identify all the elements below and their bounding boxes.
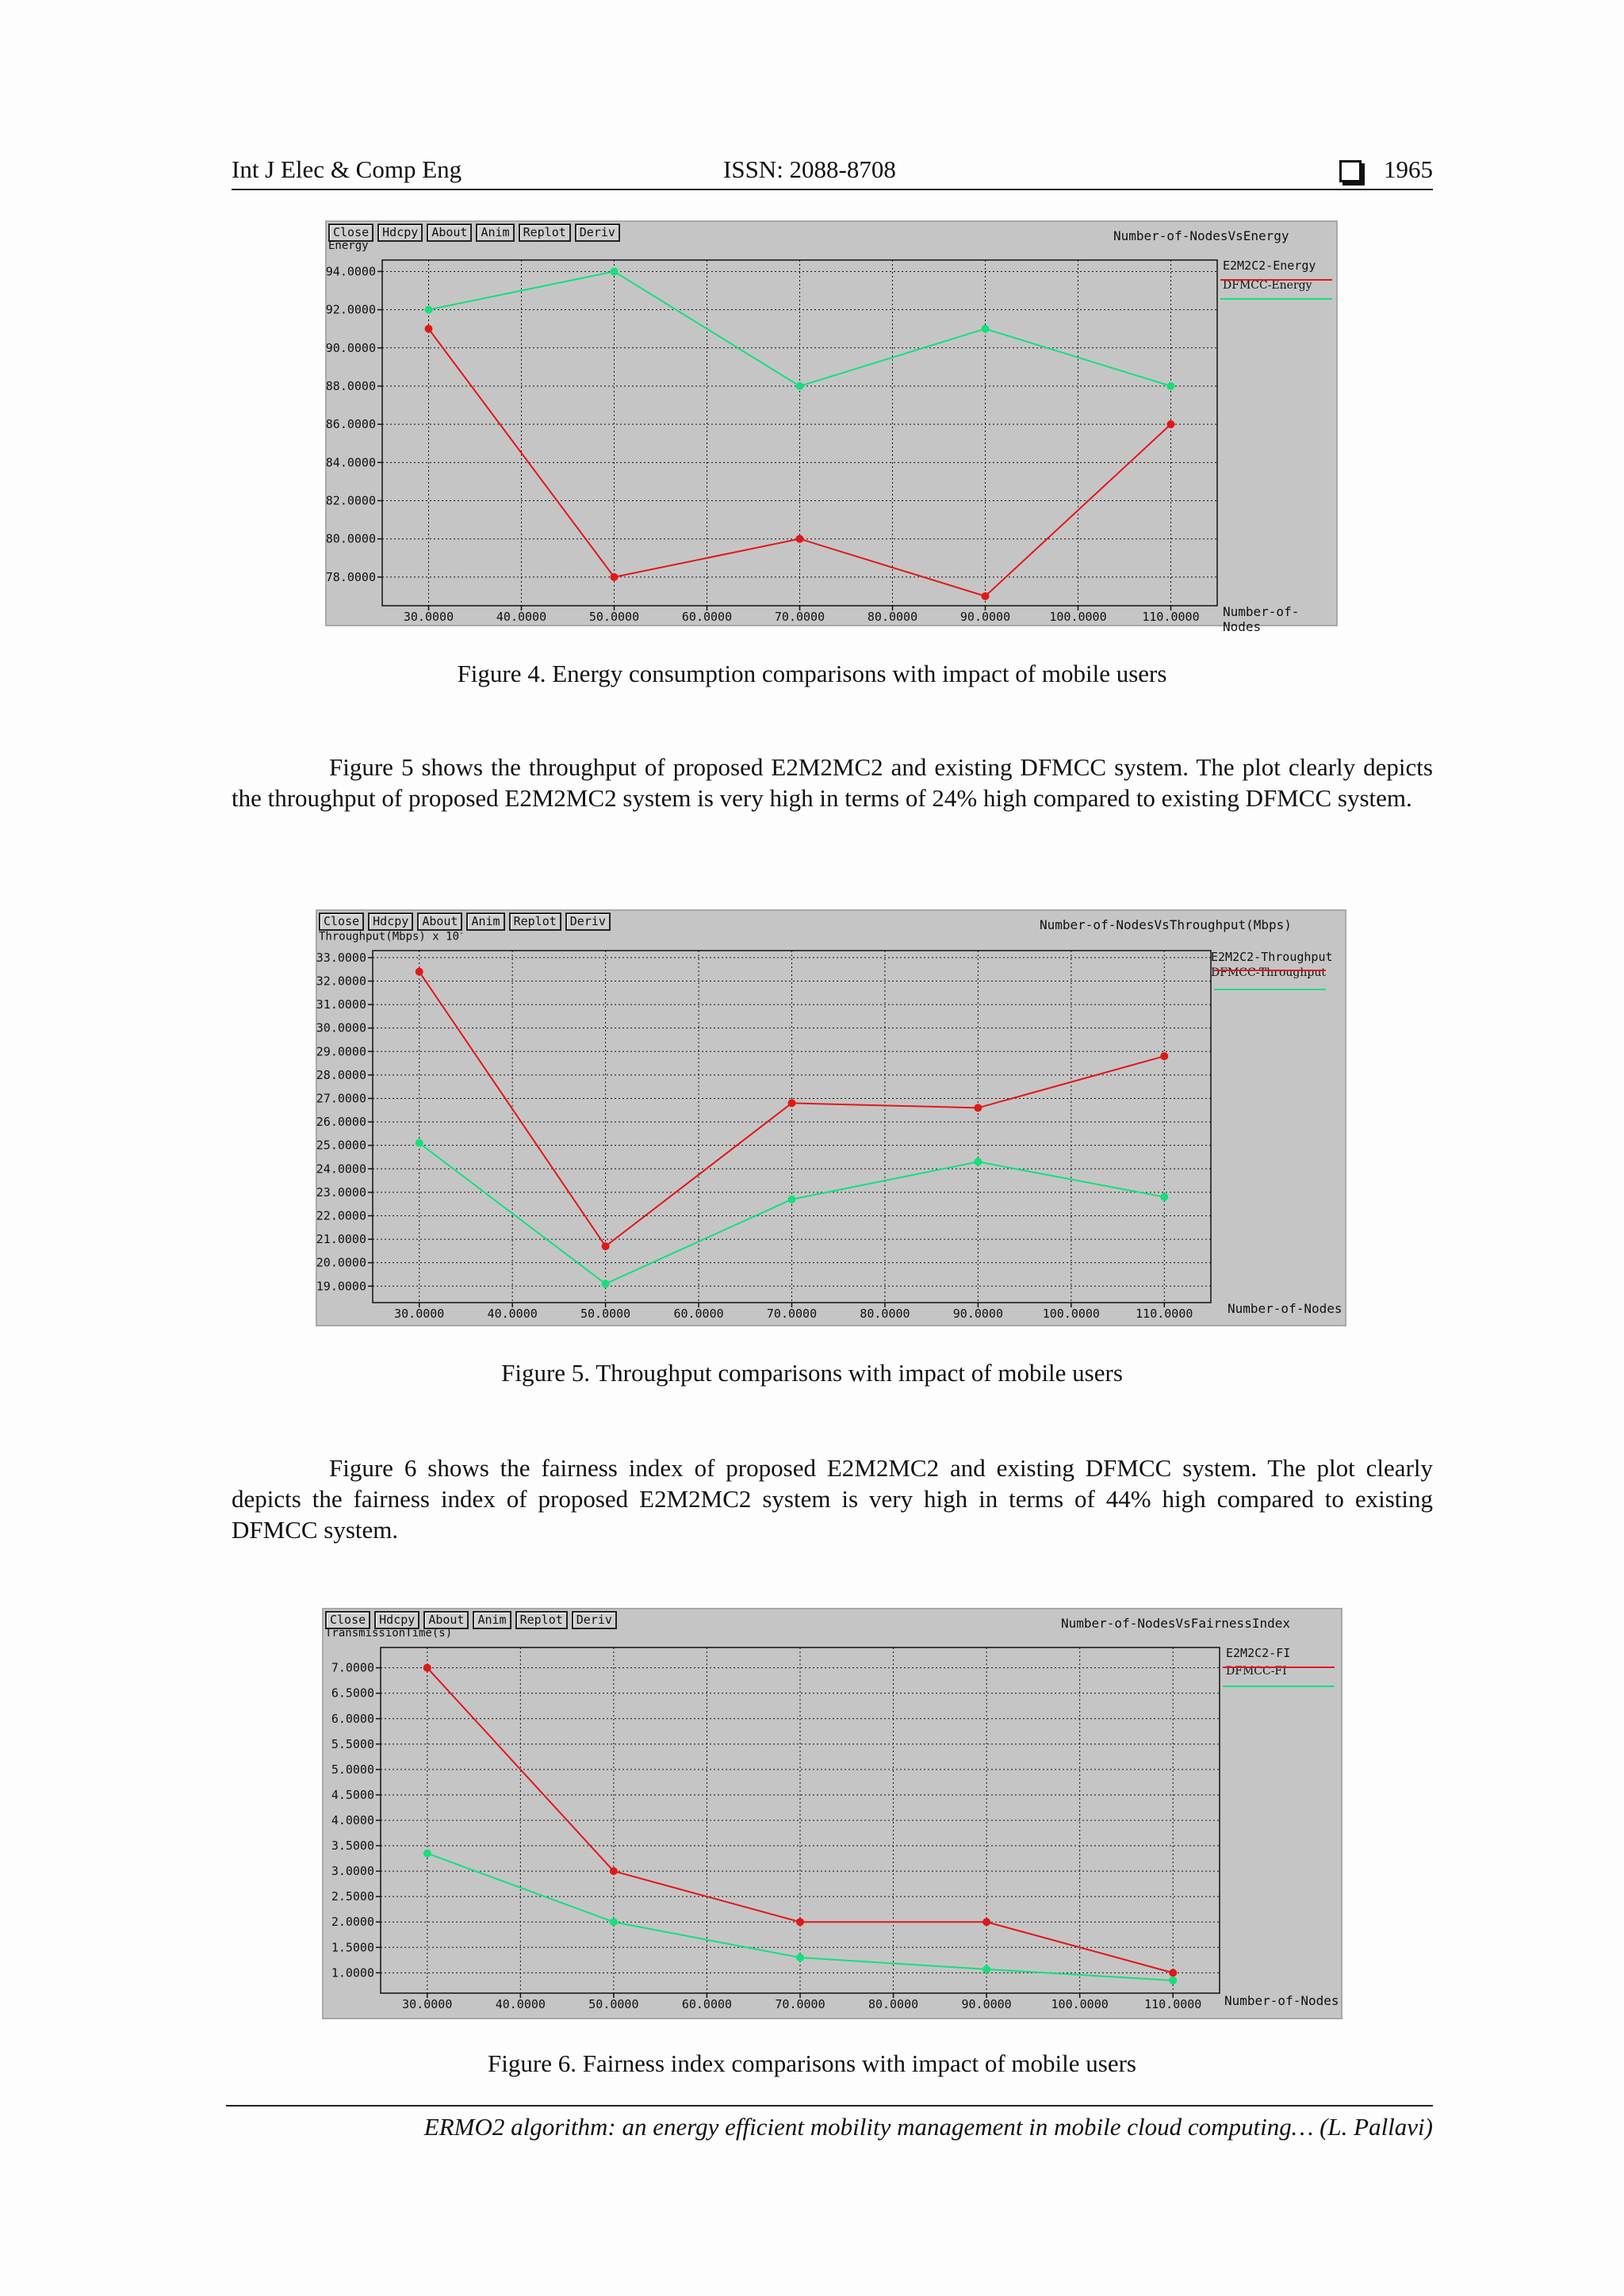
data-point	[416, 968, 423, 976]
x-tick-label: 40.0000	[487, 1307, 538, 1321]
data-point	[602, 1280, 610, 1288]
hdcpy-button[interactable]: Hdcpy	[377, 224, 423, 242]
data-point	[416, 1139, 423, 1147]
data-point	[610, 1867, 618, 1875]
x-tick-label: 110.0000	[1144, 1997, 1202, 2011]
y-tick-label: 26.0000	[316, 1115, 366, 1130]
x-tick-label: 110.0000	[1136, 1307, 1193, 1321]
data-point	[982, 1918, 990, 1926]
data-point	[788, 1099, 796, 1107]
legend-entry-1: E2M2C2-FI	[1226, 1646, 1291, 1660]
x-tick-label: 80.0000	[867, 610, 918, 624]
y-tick-label: 22.0000	[316, 1208, 366, 1223]
y-tick-label: 4.0000	[331, 1813, 374, 1827]
data-point	[425, 325, 433, 333]
data-point	[1169, 1969, 1177, 1976]
y-tick-label: 7.0000	[331, 1660, 374, 1675]
y-tick-label: 2.0000	[331, 1915, 374, 1930]
y-tick-label: 31.0000	[316, 997, 366, 1012]
y-tick-label: 6.5000	[331, 1686, 374, 1701]
y-tick-label: 84.0000	[325, 455, 376, 470]
y-axis-label: Energy	[328, 239, 369, 252]
x-tick-label: 40.0000	[495, 1997, 546, 2011]
data-point	[423, 1664, 431, 1672]
figure-4-xgraph	[325, 220, 1338, 634]
close-button[interactable]: Close	[325, 1611, 370, 1629]
x-tick-label: 60.0000	[681, 610, 733, 624]
y-tick-label: 25.0000	[316, 1138, 366, 1153]
x-axis-label: Number-of-Nodes	[1224, 1993, 1339, 2008]
x-tick-label: 80.0000	[868, 1997, 919, 2011]
data-point	[1167, 382, 1175, 390]
chart-title: Number-of-NodesVsEnergy	[1113, 228, 1289, 243]
footer-rule	[226, 2105, 1433, 2107]
checkbox-square-icon	[1339, 160, 1362, 182]
data-point	[611, 573, 619, 581]
data-point	[982, 325, 990, 333]
legend-entry-2: DFMCC-FI	[1226, 1665, 1287, 1678]
y-tick-label: 6.0000	[331, 1711, 374, 1726]
paragraph-figure-6: Figure 6 shows the fairness index of proposed E2M2MC2 and existing DFMCC system. The plot clearly depicts the fairness index of proposed E2M2MC2 system is very high in terms of 44% high compared to existing DFMCC system.	[232, 1454, 1433, 1544]
legend-entry-1: E2M2C2-Throughput	[1211, 950, 1333, 964]
y-tick-label: 21.0000	[316, 1232, 366, 1247]
replot-button[interactable]: Replot	[515, 1611, 568, 1629]
y-tick-label: 4.5000	[331, 1787, 374, 1802]
y-tick-label: 29.0000	[316, 1044, 366, 1059]
figure-5-plot	[317, 911, 1345, 1325]
data-point	[982, 1965, 990, 1973]
figure-4-plot	[327, 222, 1336, 625]
y-tick-label: 1.0000	[331, 1965, 374, 1980]
journal-name: Int J Elec & Comp Eng	[232, 155, 462, 183]
issn: ISSN: 2088-8708	[723, 155, 896, 183]
data-point	[788, 1196, 796, 1203]
y-tick-label: 24.0000	[316, 1161, 366, 1177]
x-tick-label: 40.0000	[496, 610, 547, 624]
x-tick-label: 50.0000	[588, 610, 640, 624]
x-tick-label: 70.0000	[774, 610, 825, 624]
x-tick-label: 90.0000	[961, 1997, 1012, 2011]
y-axis-label: TransmissionTime(s)	[325, 1627, 453, 1640]
about-button[interactable]: About	[423, 1611, 469, 1629]
x-tick-label: 60.0000	[681, 1997, 733, 2011]
figure-6-plot	[324, 1609, 1341, 2018]
y-tick-label: 23.0000	[316, 1184, 366, 1200]
x-tick-label: 60.0000	[673, 1307, 724, 1321]
x-tick-label: 30.0000	[402, 1997, 453, 2011]
anim-button[interactable]: Anim	[476, 224, 514, 242]
x-tick-label: 90.0000	[952, 1307, 1003, 1321]
data-point	[1160, 1193, 1168, 1201]
x-tick-label: 70.0000	[766, 1307, 818, 1321]
footer-running-title: ERMO2 algorithm: an energy efficient mobility management in mobile cloud computing… (L. Pallavi)	[423, 2113, 1433, 2141]
y-tick-label: 2.5000	[331, 1889, 374, 1904]
paragraph-figure-5: Figure 5 shows the throughput of proposed E2M2MC2 and existing DFMCC system. The plot clearly depicts the throughput of proposed E2M2MC2 system is very high in terms of 24% high compared to existing DFMCC system.	[232, 753, 1433, 812]
hdcpy-button[interactable]: Hdcpy	[368, 913, 413, 931]
hdcpy-button[interactable]: Hdcpy	[374, 1611, 419, 1629]
anim-button[interactable]: Anim	[473, 1611, 511, 1629]
y-tick-label: 88.0000	[325, 378, 376, 393]
data-point	[1169, 1976, 1177, 1984]
deriv-button[interactable]: Deriv	[575, 224, 620, 242]
page-header	[232, 155, 1433, 190]
x-tick-label: 50.0000	[580, 1307, 631, 1321]
legend-entry-1: E2M2C2-Energy	[1223, 258, 1316, 273]
data-point	[1160, 1052, 1168, 1060]
data-point	[1167, 420, 1175, 428]
figure-6-caption: Figure 6. Fairness index comparisons with impact of mobile users	[488, 2049, 1136, 2077]
data-point	[423, 1850, 431, 1858]
about-button[interactable]: About	[427, 224, 472, 242]
y-tick-label: 28.0000	[316, 1067, 366, 1082]
data-point	[602, 1242, 610, 1250]
figure-5-xgraph	[316, 909, 1346, 1326]
figure-4-caption: Figure 4. Energy consumption comparisons with impact of mobile users	[457, 660, 1167, 687]
data-point	[796, 1918, 804, 1926]
y-tick-label: 20.0000	[316, 1255, 366, 1270]
data-point	[425, 306, 433, 314]
x-tick-label: 100.0000	[1051, 1997, 1109, 2011]
y-tick-label: 5.5000	[331, 1736, 374, 1751]
y-tick-label: 90.0000	[325, 340, 376, 355]
x-axis-label: Number-of-Nodes	[1223, 604, 1300, 634]
replot-button[interactable]: Replot	[509, 913, 561, 931]
x-tick-label: 80.0000	[860, 1307, 910, 1321]
x-tick-label: 50.0000	[588, 1997, 639, 2011]
y-tick-label: 80.0000	[325, 531, 376, 546]
y-tick-label: 94.0000	[325, 264, 376, 279]
y-tick-label: 27.0000	[316, 1091, 366, 1106]
y-tick-label: 5.0000	[331, 1762, 374, 1777]
y-tick-label: 78.0000	[325, 569, 376, 584]
figure-5-caption: Figure 5. Throughput comparisons with impact of mobile users	[501, 1359, 1123, 1387]
series-line	[427, 1668, 1173, 1973]
data-point	[796, 382, 804, 390]
data-point	[974, 1104, 982, 1112]
deriv-button[interactable]: Deriv	[572, 1611, 617, 1629]
data-point	[796, 535, 804, 543]
y-tick-label: 32.0000	[316, 974, 366, 989]
data-point	[796, 1954, 804, 1961]
anim-button[interactable]: Anim	[466, 913, 504, 931]
y-tick-label: 3.5000	[331, 1839, 374, 1854]
data-point	[974, 1158, 982, 1165]
replot-button[interactable]: Replot	[519, 224, 571, 242]
x-tick-label: 30.0000	[403, 610, 454, 624]
x-tick-label: 90.0000	[959, 610, 1011, 624]
deriv-button[interactable]: Deriv	[565, 913, 611, 931]
y-tick-label: 92.0000	[325, 302, 376, 317]
close-button[interactable]: Close	[319, 913, 364, 931]
y-tick-label: 86.0000	[325, 417, 376, 432]
legend-entry-2: DFMCC-Throughput	[1211, 966, 1327, 979]
y-tick-label: 1.5000	[331, 1940, 374, 1955]
x-tick-label: 30.0000	[394, 1307, 445, 1321]
close-button[interactable]: Close	[328, 224, 373, 242]
y-tick-label: 3.0000	[331, 1864, 374, 1879]
y-tick-label: 30.0000	[316, 1020, 366, 1035]
x-axis-label: Number-of-Nodes	[1228, 1301, 1342, 1316]
x-tick-label: 100.0000	[1042, 1307, 1100, 1321]
chart-title: Number-of-NodesVsThroughput(Mbps)	[1040, 917, 1292, 932]
y-tick-label: 19.0000	[316, 1279, 366, 1294]
about-button[interactable]: About	[417, 913, 462, 931]
chart-title: Number-of-NodesVsFairnessIndex	[1061, 1616, 1290, 1631]
y-tick-label: 33.0000	[316, 950, 366, 965]
figure-6-xgraph	[322, 1608, 1342, 2019]
data-point	[982, 592, 990, 600]
x-tick-label: 110.0000	[1142, 610, 1200, 624]
legend-entry-2: DFMCC-Energy	[1223, 279, 1312, 292]
y-axis-label: Throughput(Mbps) x 10-	[319, 929, 465, 943]
x-tick-label: 100.0000	[1049, 610, 1107, 624]
data-point	[611, 267, 619, 275]
x-tick-label: 70.0000	[775, 1997, 825, 2011]
page-number: 1965	[1384, 155, 1433, 183]
y-tick-label: 82.0000	[325, 493, 376, 508]
data-point	[610, 1918, 618, 1926]
